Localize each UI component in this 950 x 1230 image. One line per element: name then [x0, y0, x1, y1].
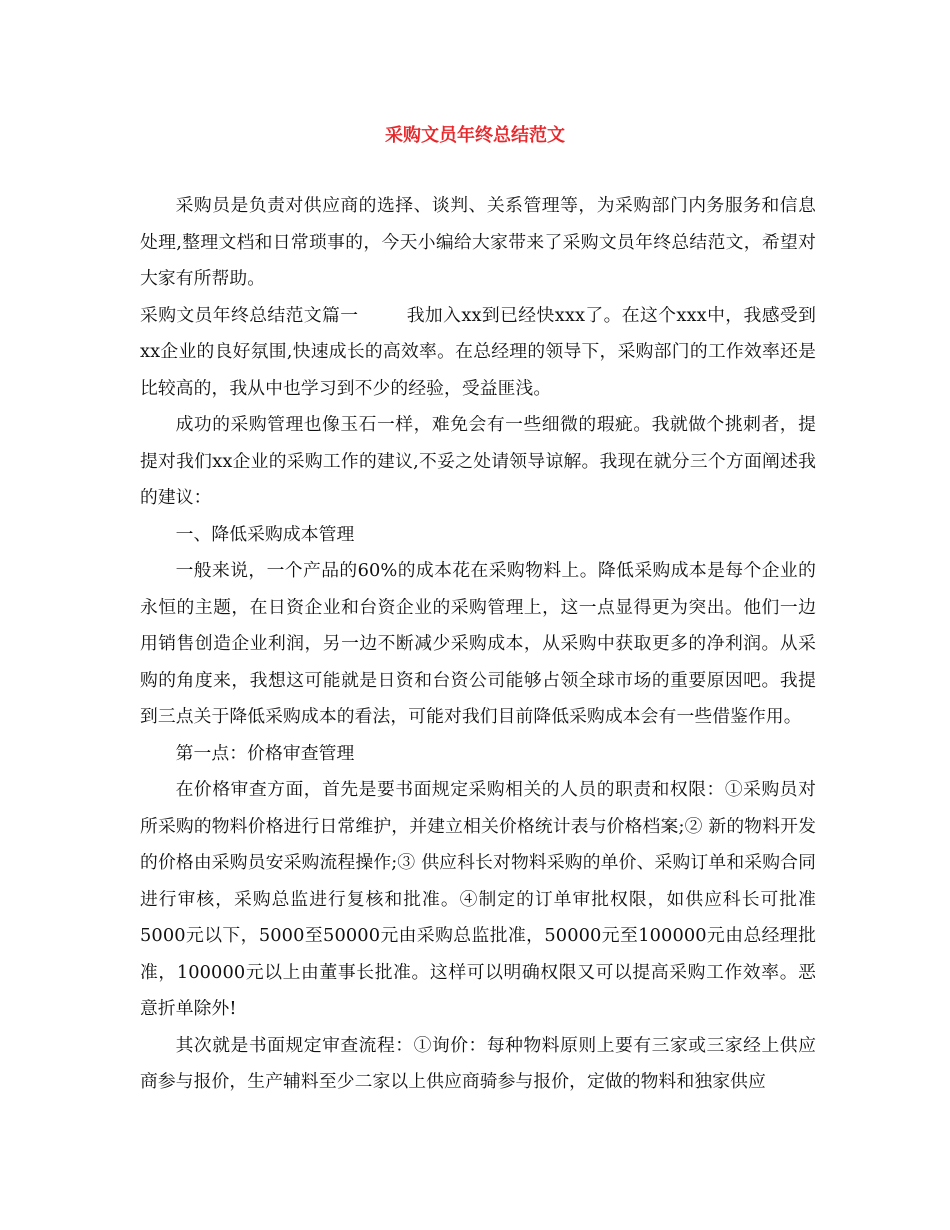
subheading-cost: 一、降低采购成本管理 [175, 523, 355, 545]
paragraph-review-process: 其次就是书面规定审查流程：①询价：每种物料原则上要有三家或三家经上供应商参与报价，生产辅料至少二家以上供应商骑参与报价，定做的物料和独家供应 [140, 1034, 816, 1092]
intro-paragraph: 采购员是负责对供应商的选择、谈判、关系管理等，为采购部门内务服务和信息处理,整理文档和日常琐事的，今天小编给大家带来了采购文员年终总结范文，希望对大家有所帮助。 [140, 195, 816, 289]
document-title: 采购文员年终总结范文 [385, 125, 565, 146]
section-intro-text: 我加入xx到已经快xxx了。在这个xxx中，我感受到xx企业的良好氛围,快速成长的高效率。在总经理的领导下，采购部门的工作效率还是比较高的，我从中也学习到不少的经验，受益匪浅。 [140, 304, 816, 399]
section-paragraph-1 [140, 298, 816, 408]
document-body [140, 188, 816, 1101]
paragraph-suggestions: 成功的采购管理也像玉石一样，难免会有一些细微的瑕疵。我就做个挑刺者，提提对我们xx企业的采购工作的建议,不妥之处请领导谅解。我现在就分三个方面阐述我的建议： [140, 414, 816, 508]
paragraph-price-review: 在价格审查方面，首先是要书面规定采购相关的人员的职责和权限：①采购员对所采购的物料价格进行日常维护，并建立相关价格统计表与价格档案;② 新的物料开发的价格由采购员安采购流程操作;③ 供应科长对物料采购的单价、采购订单和采购合同进行审核，采购总监进行复核和批准。④制定的订单审批权限，如供应科长可批准5000元以下，5000至50000元由采购总监批准，50000元至100000元由总经理批准，100000元以上由董事长批准。这样可以明确权限又可以提高采购工作效率。恶意折单除外! [140, 779, 816, 1019]
subheading-price-review: 第一点：价格审查管理 [175, 742, 355, 764]
paragraph-cost: 一般来说，一个产品的60%的成本花在采购物料上。降低采购成本是每个企业的永恒的主题，在日资企业和台资企业的采购管理上，这一点显得更为突出。他们一边用销售创造企业利润，另一边不断减少采购成本，从采购中获取更多的净利润。从采购的角度来，我想这可能就是日资和台资公司能够占领全球市场的重要原因吧。我提到三点关于降低采购成本的看法，可能对我们目前降低采购成本会有一些借鉴作用。 [140, 560, 816, 727]
section-heading: 采购文员年终总结范文篇一 [140, 304, 359, 326]
